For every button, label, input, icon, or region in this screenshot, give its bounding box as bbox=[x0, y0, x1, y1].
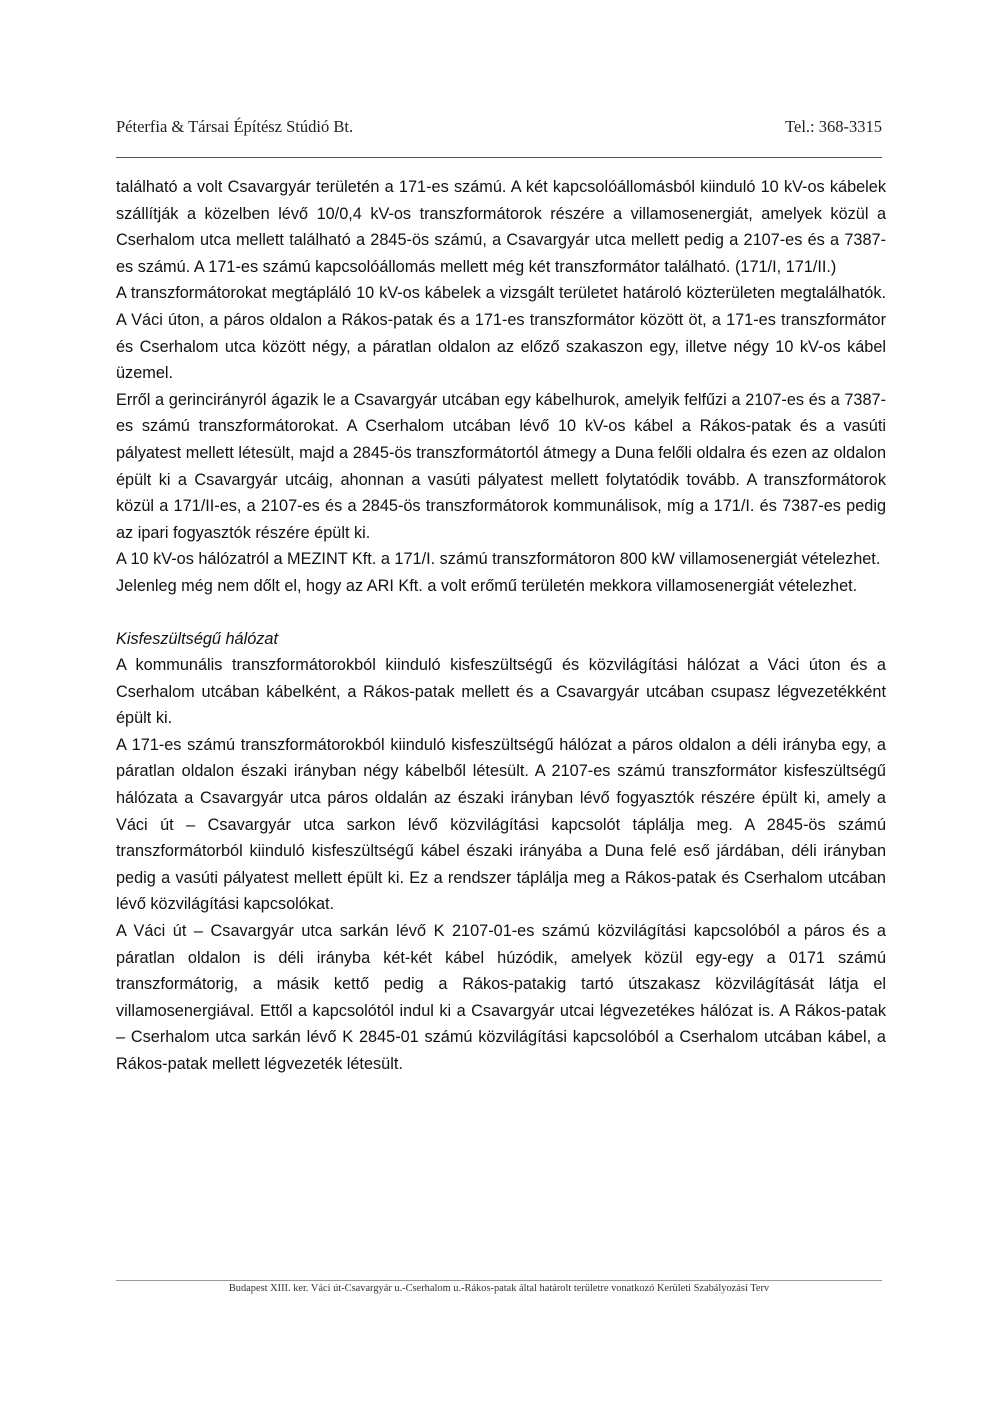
paragraph: A Váci út – Csavargyár utca sarkán lévő K 2107-01-es számú közvilágítási kapcsolóból a páros és a páratlan oldalon is déli irányba két-két kábel húzódik, amelyek közül egy-egy a 0171 számú transzformátorig, a másik kettő pedig a Rákos-patakig tartó útszakasz közvilágítását látja el villamosenergiával. Ettől a kapcsolótól indul ki a Csavargyár utcai légvezetékes hálózat is. A Rákos-patak – Cserhalom utca sarkán lévő K 2845-01 számú közvilágítási kapcsolóból a Cserhalom utcában kábel, a Rákos-patak mellett légvezeték létesült. bbox=[116, 922, 886, 1073]
section-gap bbox=[116, 600, 886, 626]
paragraph: Erről a gerincirányról ágazik le a Csavargyár utcában egy kábelhurok, amelyik felfűzi a 2107-es és a 7387-es számú transzformátorokat. A Cserhalom utcában lévő 10 kV-os kábel a Rákos-patak és a vasúti pályatest mellett létesült, majd a 2845-ös transzformátortól átmegy a Duna felőli oldalra és ezen az oldalon épült ki a Csavargyár utcáig, ahonnan a vasúti pályatest mellett folytatódik tovább. A transzformátorok közül a 171/II-es, a 2107-es és a 2845-ös transzformátorok kommunálisok, míg a 171/I. és 7387-es pedig az ipari fogyasztók részére épült ki. bbox=[116, 390, 886, 542]
phone-number: Tel.: 368-3315 bbox=[785, 117, 882, 136]
document-body bbox=[116, 174, 886, 1078]
paragraph: A 10 kV-os hálózatról a MEZINT Kft. a 171/I. számú transzformátoron 800 kW villamosenergiát vételezhet. Jelenleg még nem dőlt el, hogy az ARI Kft. a volt erőmű területén mekkora villamosenergiát vételezhet. bbox=[116, 550, 881, 595]
paragraph: A transzformátorokat megtápláló 10 kV-os kábelek a vizsgált területet határoló közterületen megtalálhatók. A Váci úton, a páros oldalon a Rákos-patak és a 171-es transzformátor között öt, a 171-es transzformátor és Cserhalom utca között négy, a páratlan oldalon az előző szakaszon egy, illetve négy 10 kV-os kábel üzemel. bbox=[116, 284, 886, 383]
page-header bbox=[116, 117, 882, 137]
footer-divider bbox=[116, 1280, 882, 1281]
paragraph: A kommunális transzformátorokból kiinduló kisfeszültségű és közvilágítási hálózat a Váci úton és a Cserhalom utcában kábelként, a Rákos-patak mellett és a Csavargyár utcában csupasz légvezetékként épült ki. bbox=[116, 656, 886, 728]
header-divider bbox=[116, 157, 882, 158]
section-heading: Kisfeszültségű hálózat bbox=[116, 629, 279, 648]
paragraph: található a volt Csavargyár területén a 171-es számú. A két kapcsolóállomásból kiinduló 10 kV-os kábelek szállítják a közelben lévő 10/0,4 kV-os transzformátorok részére a villamosenergiát, amelyek közül a Cserhalom utca mellett található a 2845-ös számú, a Csavargyár utca mellett pedig a 2107-es és a 7387-es számú. A 171-es számú kapcsolóállomás mellett még két transzformátor található. (171/I, 171/II.) bbox=[116, 178, 886, 276]
company-name: Péterfia & Társai Építész Stúdió Bt. bbox=[116, 117, 354, 136]
page-footer: Budapest XIII. ker. Váci út-Csavargyár u.-Cserhalom u.-Rákos-patak által határolt területre vonatkozó Kerületi Szabályozási Terv bbox=[228, 1283, 770, 1294]
paragraph: A 171-es számú transzformátorokból kiinduló kisfeszültségű hálózat a páros oldalon a déli irányba egy, a páratlan oldalon északi irányban négy kábelből létesült. A 2107-es számú transzformátor kisfeszültségű hálózata a Csavargyár utca páros oldalán az északi irányban lévő fogyasztók részére épült ki, amely a Váci út – Csavargyár utca sarkon lévő közvilágítási kapcsolót táplálja meg. A 2845-ös számú transzformátorból kiinduló kisfeszültségű kábel északi irányába a Duna felé eső járdában, déli irányban pedig a vasúti pályatest mellett épült ki. Ez a rendszer táplálja meg a Rákos-patak és Cserhalom utcában lévő közvilágítási kapcsolókat. bbox=[116, 735, 886, 914]
